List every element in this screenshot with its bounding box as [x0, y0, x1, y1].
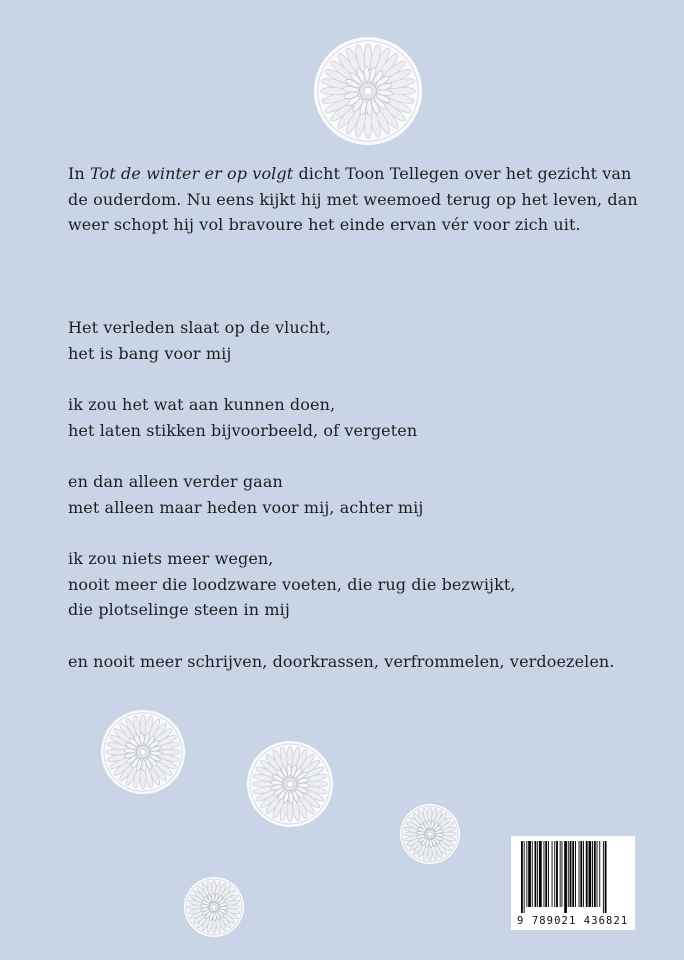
intro-paragraph [68, 161, 648, 238]
barcode [511, 836, 635, 930]
poem-line: met alleen maar heden voor mij, achter mij [68, 497, 424, 517]
poem-stanza [68, 546, 648, 623]
poem [68, 315, 648, 700]
poem-stanza [68, 392, 648, 443]
flower-icon [100, 709, 186, 795]
poem-line: Het verleden slaat op de vlucht, [68, 318, 331, 337]
poem-stanza [68, 469, 648, 520]
book-title: Tot de winter er op volgt [90, 164, 294, 183]
poem-line: ik zou het wat aan kunnen doen, [68, 395, 336, 414]
barcode-icon [519, 841, 627, 913]
intro-text: dicht Toon Tellegen over het gezicht van de ouderdom. Nu eens kijkt hij met weemoed terug op het leven, dan weer schopt hij vol bravoure het einde ervan vér voor zich uit. [68, 164, 638, 234]
poem-line: en dan alleen verder gaan [68, 472, 283, 491]
flower-icon [183, 876, 245, 938]
poem-stanza [68, 315, 648, 366]
flower-icon [399, 803, 461, 865]
poem-stanza [68, 649, 648, 675]
flower-icon [313, 36, 423, 146]
flower-icon [246, 740, 334, 828]
intro-prefix: In [68, 164, 91, 183]
poem-line: nooit meer die loodzware voeten, die rug die bezwijkt, [68, 574, 516, 594]
isbn-number: 9 789021 436821 [517, 915, 629, 927]
poem-line: ik zou niets meer wegen, [68, 549, 274, 568]
poem-line: het is bang voor mij [68, 343, 232, 363]
poem-line: en nooit meer schrijven, doorkrassen, verfrommelen, verdoezelen. [68, 651, 615, 671]
poem-line: het laten stikken bijvoorbeeld, of vergeten [68, 420, 418, 440]
poem-line: die plotselinge steen in mij [68, 600, 290, 619]
